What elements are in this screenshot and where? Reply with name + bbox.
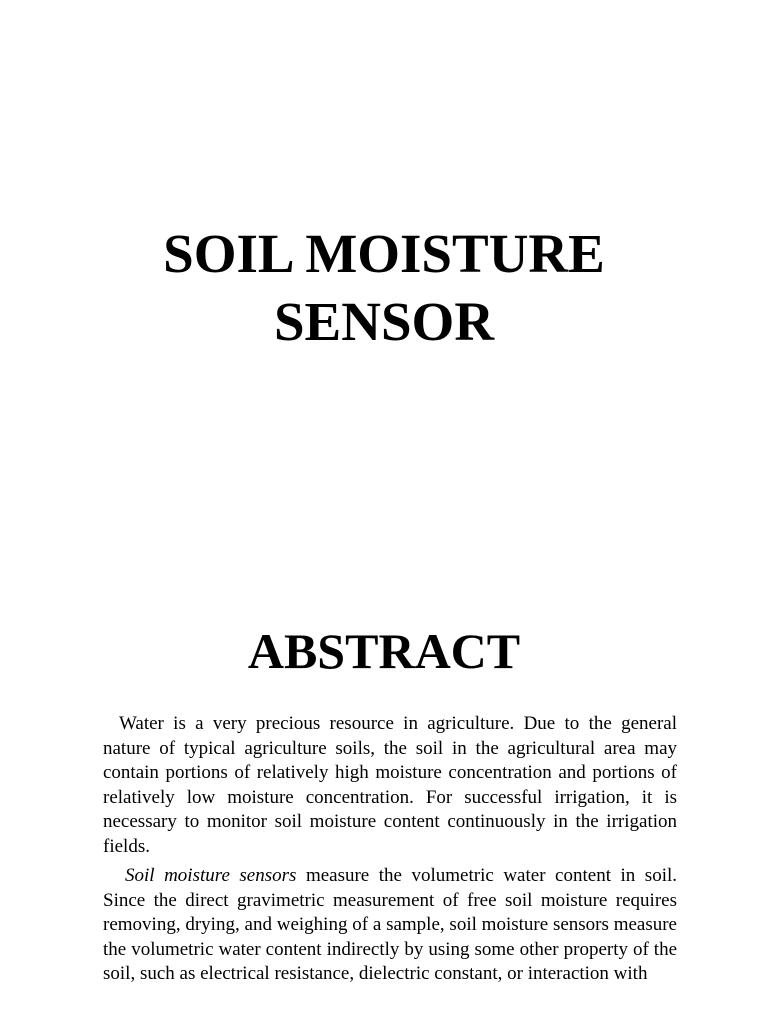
document-title: [0, 220, 768, 356]
abstract-heading: ABSTRACT: [247, 623, 521, 679]
abstract-paragraph-2: [103, 864, 677, 987]
abstract-paragraph-2-text: measure the volumetric water content in soil. Since the direct gravimetric measurement of free soil moisture requires removing, drying, and weighing of a sample, soil moisture sensors measure the volumetric water content indirectly by using some other property of the soil, such as electrical resistance, dielectric constant, or interaction with: [103, 865, 677, 984]
document-title-line-2: SENSOR: [273, 291, 495, 352]
abstract-body: [103, 712, 677, 992]
abstract-paragraph-2-emphasis: Soil moisture sensors: [125, 865, 297, 886]
abstract-paragraph-1: Water is a very precious resource in agriculture. Due to the general nature of typical agriculture soils, the soil in the agricultural area may contain portions of relatively high moisture concentration and portions of relatively low moisture concentration. For successful irrigation, it is necessary to monitor soil moisture content continuously in the irrigation fields.: [103, 713, 677, 857]
document-title-line-1: SOIL MOISTURE: [163, 223, 605, 284]
